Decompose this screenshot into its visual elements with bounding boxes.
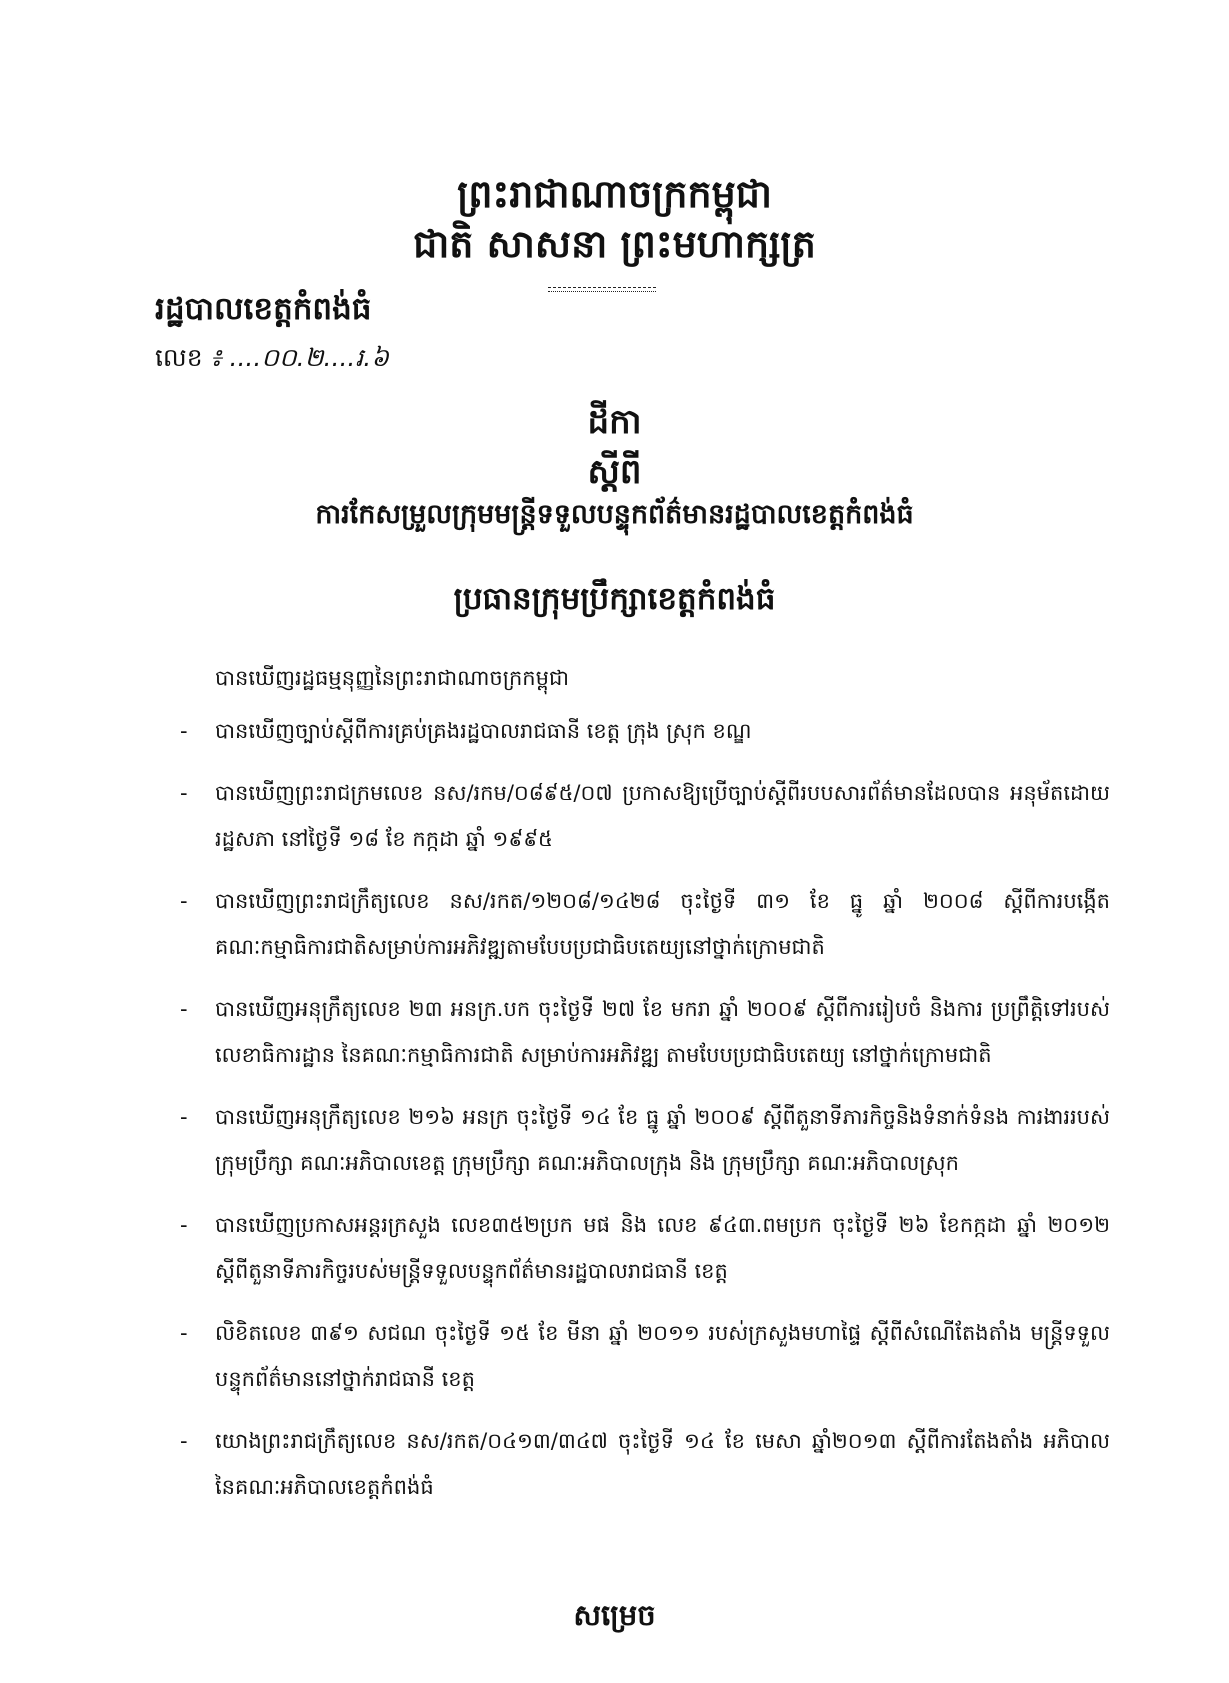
dash-bullet: - xyxy=(180,1213,188,1237)
document-number xyxy=(155,343,389,379)
dash-bullet: - xyxy=(180,1429,188,1453)
document-subject: ការកែសម្រួលក្រុមមន្ត្រីទទួលបន្ទុកព័ត៌មានរដ្ឋបាលខេត្តកំពង់ធំ xyxy=(315,499,914,530)
clause-text: បានឃើញព្រះរាជក្រមលេខ នស/រកម/០៨៩៥/០៧ ប្រកាសឱ្យប្រើច្បាប់ស្តីពីរបបសារព័ត៌មានដែលបាន អនុម័តដោយរដ្ឋសភា នៅថ្ងៃទី ១៨ ខែ កក្កដា ឆ្នាំ ១៩៩៥ xyxy=(215,781,1110,851)
list-item xyxy=(180,1310,1110,1402)
preamble-line: បានឃើញរដ្ឋធម្មនុញ្ញនៃព្រះរាជាណាចក្រកម្ពុជា xyxy=(215,666,569,690)
clause-text: បានឃើញព្រះរាជក្រឹត្យលេខ នស/រកត/១២០៨/១៤២៨ ចុះថ្ងៃទី ៣១ ខែ ធ្នូ ឆ្នាំ ២០០៨ ស្តីពីការបង្កើត គណៈកម្មាធិការជាតិសម្រាប់ការអភិវឌ្ឍតាមបែបប្រជាធិបតេយ្យនៅថ្នាក់ក្រោមជាតិ xyxy=(215,889,1110,959)
clause-text: បានឃើញអនុក្រឹត្យលេខ ២៣ អនក្រ.បក ចុះថ្ងៃទី ២៧ ខែ មករា ឆ្នាំ ២០០៩ ស្តីពីការរៀបចំ និងការ ប្រព្រឹត្តិទៅរបស់លេខាធិការដ្ឋាន នៃគណៈកម្មាធិការជាតិ សម្រាប់ការអភិវឌ្ឍ តាមបែបប្រជាធិបតេយ្យ នៅថ្នាក់ក្រោមជាតិ xyxy=(215,997,1110,1067)
clause-text: លិខិតលេខ ៣៩១ សជណ ចុះថ្ងៃទី ១៥ ខែ មីនា ឆ្នាំ ២០១១ របស់ក្រសួងមហាផ្ទៃ ស្តីពីសំណើតែងតាំង មន្ត្រីទទួលបន្ទុកព័ត៌មាននៅថ្នាក់រាជធានី ខេត្ត xyxy=(215,1321,1110,1391)
list-item xyxy=(180,708,1110,754)
document-type: ដីកា xyxy=(587,402,642,442)
about-label: ស្តីពី xyxy=(587,452,642,492)
issuing-official: ប្រធានក្រុមប្រឹក្សាខេត្តកំពង់ធំ xyxy=(453,581,776,617)
legal-basis-list xyxy=(180,708,1110,1526)
dash-bullet: - xyxy=(180,889,188,913)
dash-bullet: - xyxy=(180,1321,188,1345)
list-item xyxy=(180,878,1110,970)
clause-text: បានឃើញច្បាប់ស្តីពីការគ្រប់គ្រងរដ្ឋបាលរាជធានី ខេត្ត ក្រុង ស្រុក ខណ្ឌ xyxy=(215,719,752,743)
issuing-authority: រដ្ឋបាលខេត្តកំពង់ធំ xyxy=(155,291,372,327)
list-item xyxy=(180,1418,1110,1510)
clause-text: បានឃើញអនុក្រឹត្យលេខ ២១៦ អនក្រ ចុះថ្ងៃទី ១៤ ខែ ធ្នូ ឆ្នាំ ២០០៩ ស្តីពីតួនាទីភារកិច្ចនិងទំនាក់ទំនង ការងាររបស់ក្រុមប្រឹក្សា គណៈអភិបាលខេត្ត ក្រុមប្រឹក្សា គណៈអភិបាលក្រុង និង ក្រុមប្រឹក្សា គណៈអភិបាលស្រុក xyxy=(215,1105,1110,1175)
decision-heading: សម្រេច xyxy=(573,1598,656,1632)
list-item xyxy=(180,1094,1110,1186)
clause-text: យោងព្រះរាជក្រឹត្យលេខ នស/រកត/០៤១៣/៣៤៧ ចុះថ្ងៃទី ១៤ ខែ មេសា ឆ្នាំ២០១៣ ស្តីពីការតែងតាំង អភិបាល នៃគណៈអភិបាលខេត្តកំពង់ធំ xyxy=(215,1429,1110,1499)
dash-bullet: - xyxy=(180,1105,188,1129)
dash-bullet: - xyxy=(180,997,188,1021)
ornament-divider xyxy=(548,287,656,292)
list-item xyxy=(180,1202,1110,1294)
national-motto: ជាតិ សាសនា ព្រះមហាក្សត្រ xyxy=(413,222,816,266)
number-label: លេខ xyxy=(155,343,203,372)
clause-text: បានឃើញប្រកាសអន្តរក្រសួង លេខ៣៥២ប្រក មផ និង លេខ ៩៤៣.ពមប្រក ចុះថ្ងៃទី ២៦ ខែកក្កដា ឆ្នាំ ២០១២ ស្តីពីតួនាទីភារកិច្ចរបស់មន្ត្រីទទួលបន្ទុកព័ត៌មានរដ្ឋបាលរាជធានី ខេត្ត xyxy=(215,1213,1110,1283)
list-item xyxy=(180,770,1110,862)
list-item xyxy=(180,986,1110,1078)
dash-bullet: - xyxy=(180,719,188,743)
dash-bullet: - xyxy=(180,781,188,805)
number-value: ៖ ....០០.២....រ.៦ xyxy=(210,343,389,372)
kingdom-heading: ព្រះរាជាណាចក្រកម្ពុជា xyxy=(457,172,772,216)
